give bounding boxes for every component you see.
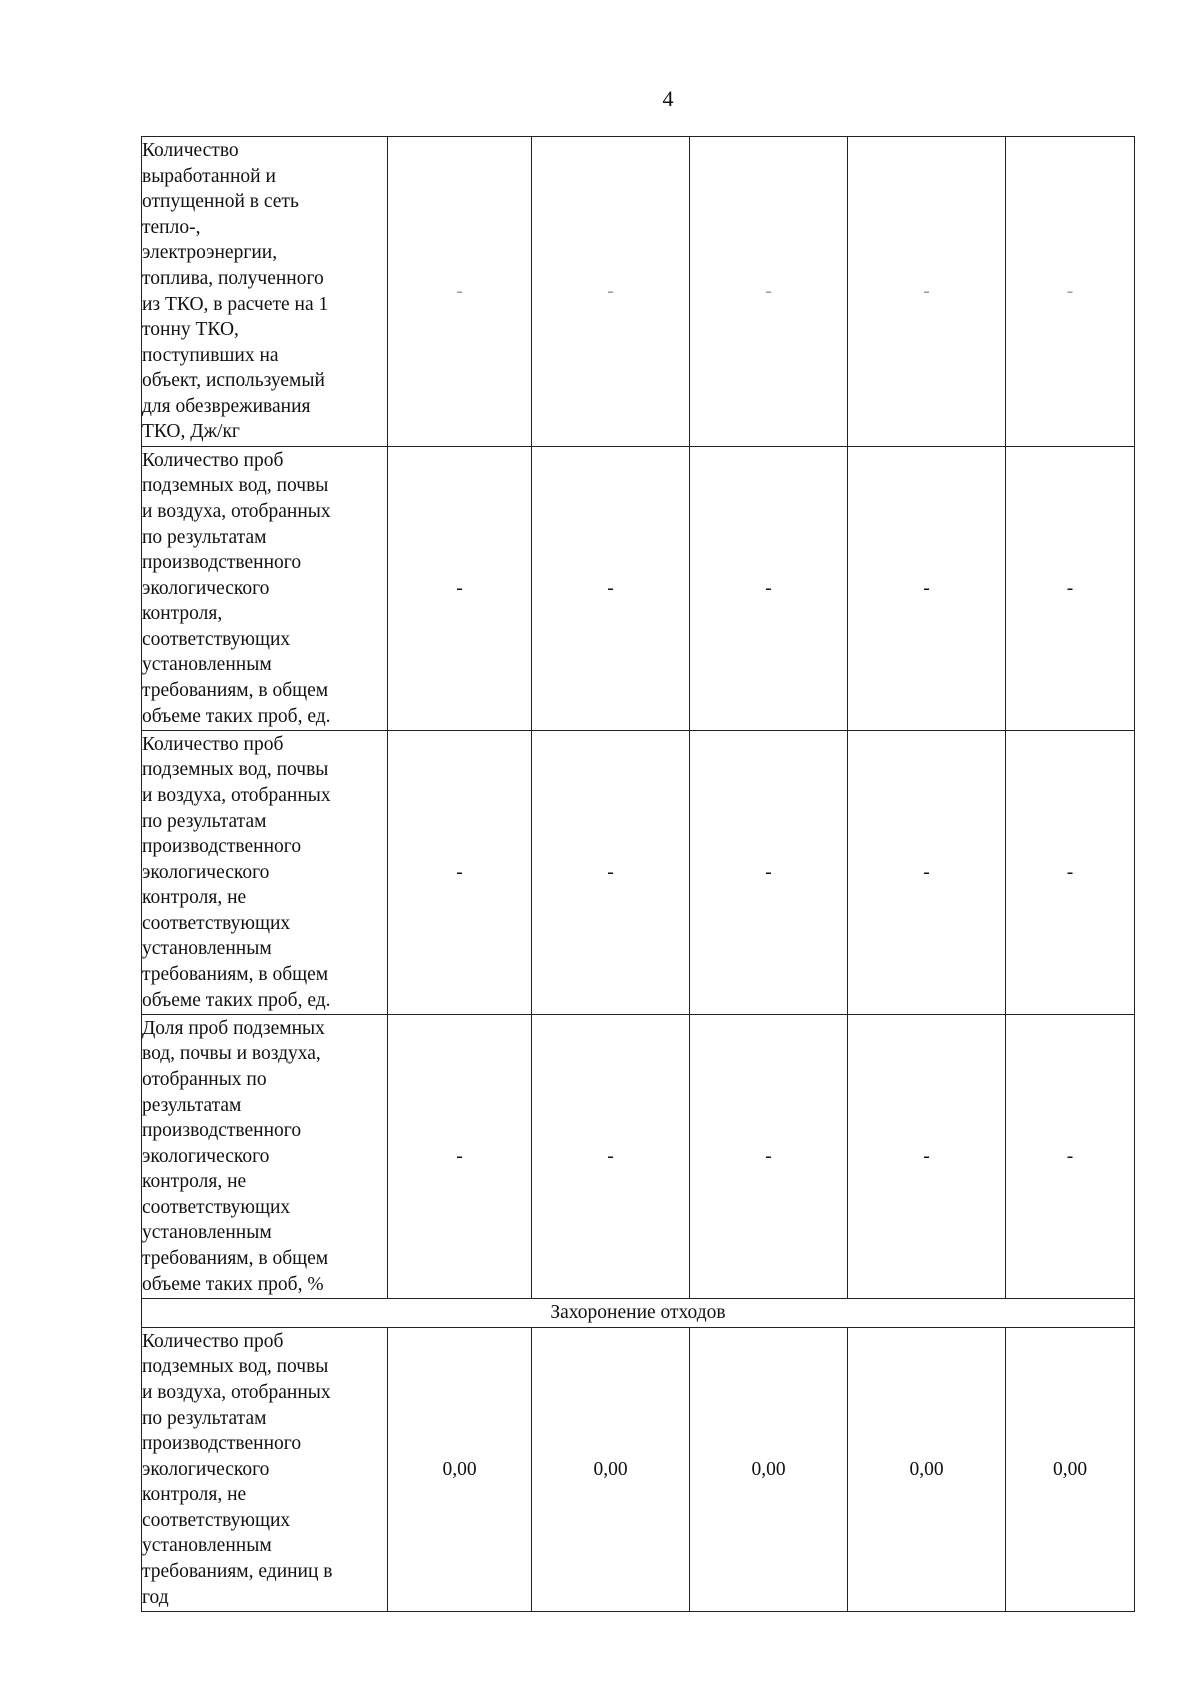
row-label: Количество проб подземных вод, почвы и воздуха, отобранных по результатам производственного экологического контроля, соответствующих установленным требованиям, в общем объеме таких проб, ед.: [142, 449, 331, 727]
value-cell: -: [848, 137, 1006, 447]
value-cell: -: [388, 447, 532, 731]
value-cell: -: [532, 137, 690, 447]
table-row: [142, 1015, 1135, 1299]
value-cell: 0,00: [848, 1328, 1006, 1612]
value-cell: 0,00: [388, 1328, 532, 1612]
table-row: [142, 137, 1135, 447]
indicators-table: [141, 136, 1135, 1612]
value-cell: 0,00: [1006, 1328, 1135, 1612]
table-row: [142, 731, 1135, 1015]
row-label-cell: [142, 447, 388, 731]
value-cell: -: [690, 137, 848, 447]
row-label: Доля проб подземных вод, почвы и воздуха, отобранных по результатам производственного экологического контроля, не соответствующих установленным требованиям, в общем объеме таких проб, %: [142, 1017, 329, 1295]
table-row: [142, 447, 1135, 731]
section-title: Захоронение отходов: [142, 1299, 1135, 1328]
value-cell: 0,00: [690, 1328, 848, 1612]
value-cell: -: [1006, 137, 1135, 447]
value-cell: -: [690, 731, 848, 1015]
row-label-cell: [142, 137, 388, 447]
value-cell: -: [848, 1015, 1006, 1299]
value-cell: -: [388, 731, 532, 1015]
value-cell: -: [1006, 1015, 1135, 1299]
value-cell: 0,00: [532, 1328, 690, 1612]
section-header-row: [142, 1299, 1135, 1328]
row-label-cell: [142, 1328, 388, 1612]
row-label: Количество выработанной и отпущенной в сеть тепло-, электроэнергии, топлива, полученного из ТКО, в расчете на 1 тонну ТКО, поступивших на объект, используемый для обезвреживания ТКО, Дж/кг: [142, 139, 329, 443]
value-cell: -: [388, 1015, 532, 1299]
row-label-cell: [142, 1015, 388, 1299]
table-row: [142, 1328, 1135, 1612]
page-number: 4: [662, 86, 674, 111]
value-cell: -: [690, 1015, 848, 1299]
value-cell: -: [1006, 731, 1135, 1015]
value-cell: -: [388, 137, 532, 447]
value-cell: -: [532, 1015, 690, 1299]
value-cell: -: [1006, 447, 1135, 731]
row-label: Количество проб подземных вод, почвы и воздуха, отобранных по результатам производственного экологического контроля, не соответствующих установленным требованиям, единиц в год: [142, 1330, 333, 1608]
value-cell: -: [848, 447, 1006, 731]
value-cell: -: [690, 447, 848, 731]
value-cell: -: [532, 447, 690, 731]
row-label: Количество проб подземных вод, почвы и воздуха, отобранных по результатам производственного экологического контроля, не соответствующих установленным требованиям, в общем объеме таких проб, ед.: [142, 733, 331, 1011]
value-cell: -: [848, 731, 1006, 1015]
value-cell: -: [532, 731, 690, 1015]
row-label-cell: [142, 731, 388, 1015]
